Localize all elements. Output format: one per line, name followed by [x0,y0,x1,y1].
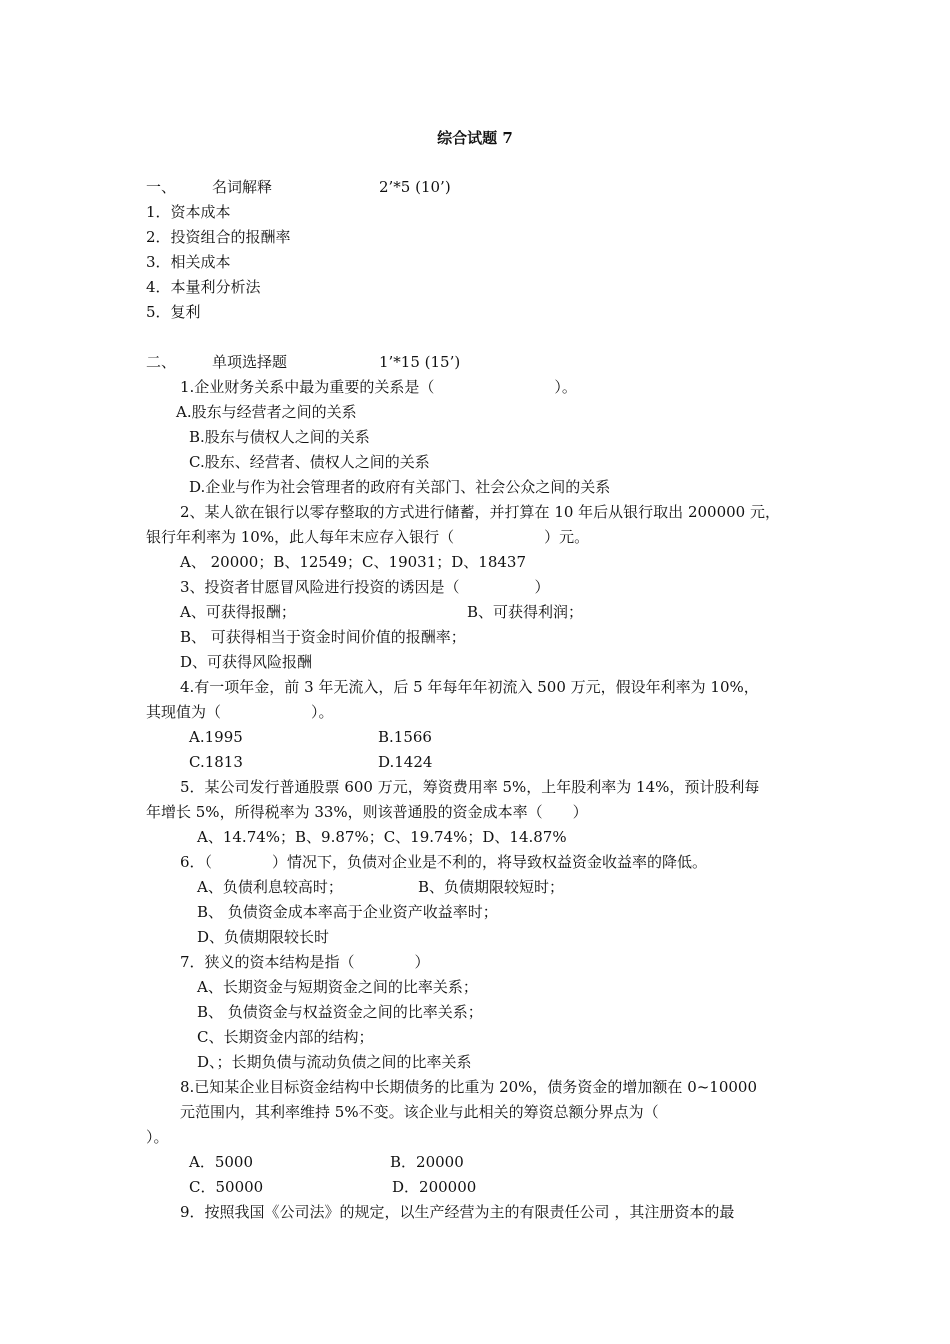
option-a: A.股东与经营者之间的关系 [176,403,357,421]
term-item: 4．本量利分析法 [146,278,261,296]
option-b: B.1566 [378,728,432,746]
options-line: A、 20000；B、12549；C、19031；D、18437 [180,553,526,571]
question-stem: 8.已知某企业目标资金结构中长期债务的比重为 20%，债务资金的增加额在 0~10000 [180,1078,758,1096]
question-stem: 9．按照我国《公司法》的规定，以生产经营为主的有限责任公司 ，其注册资本的最 [180,1203,735,1221]
option-a: A.1995 [189,728,243,746]
section1-name: 名词解释 [212,178,273,196]
question-stem-cont: 元范围内，其利率维持 5%不变。该企业与此相关的筹资总额分界点为（ [180,1103,659,1121]
question-stem: 3、投资者甘愿冒风险进行投资的诱因是（ ） [180,578,550,596]
question-stem: 5．某公司发行普通股票 600 万元，筹资费用率 5%，上年股利率为 14%，预计股利每 [180,778,760,796]
option-a: A．5000 [189,1153,254,1171]
term-item: 2．投资组合的报酬率 [146,228,291,246]
question-stem-cont: 其现值为（ ）。 [146,703,334,721]
option-a: A、可获得报酬； [180,603,296,621]
option-b: B、可获得利润； [467,603,584,621]
option-b: B、负债期限较短时； [418,878,565,896]
section2-name: 单项选择题 [212,353,288,371]
option-b: B、 负债资金与权益资金之间的比率关系； [197,1003,483,1021]
option-b: B.股东与债权人之间的关系 [189,428,370,446]
page-title: 综合试题 7 [437,129,513,147]
option-c: B、 负债资金成本率高于企业资产收益率时； [197,903,498,921]
option-d: D、可获得风险报酬 [180,653,313,671]
question-stem: 6．（ ）情况下，负债对企业是不利的，将导致权益资金收益率的降低。 [180,853,708,871]
option-c: C.1813 [189,753,243,771]
question-stem: 2、某人欲在银行以零存整取的方式进行储蓄，并打算在 10 年后从银行取出 200000 元， [180,503,780,521]
option-a: A、负债利息较高时； [197,878,343,896]
section1-score: 2’*5 (10’) [379,178,451,196]
question-stem-end: ）。 [146,1128,169,1146]
option-c: C、长期资金内部的结构； [197,1028,374,1046]
term-item: 5．复利 [146,303,201,321]
option-c: C.股东、经营者、债权人之间的关系 [189,453,430,471]
option-c: C．50000 [189,1178,264,1196]
option-d: D、；长期负债与流动负债之间的比率关系 [197,1053,472,1071]
question-stem: 7．狭义的资本结构是指（ ） [180,953,430,971]
option-b: B．20000 [390,1153,464,1171]
question-stem: 1.企业财务关系中最为重要的关系是（ ）。 [180,378,577,396]
question-stem: 4.有一项年金，前 3 年无流入，后 5 年每年年初流入 500 万元，假设年利率为 10%， [180,678,759,696]
option-a: A、长期资金与短期资金之间的比率关系； [197,978,478,996]
section2-number: 二、 [146,353,177,371]
options-line: A、14.74%；B、9.87%；C、19.74%；D、14.87% [197,828,567,846]
option-d: D、负债期限较长时 [197,928,330,946]
option-d: D．200000 [392,1178,477,1196]
question-stem-cont: 年增长 5%，所得税率为 33%，则该普通股的资金成本率（ ） [146,803,588,821]
section2-score: 1’*15 (15’) [379,353,461,371]
option-d: D.1424 [378,753,433,771]
question-stem-cont: 银行年利率为 10%，此人每年末应存入银行（ ）元。 [146,528,590,546]
option-c: B、 可获得相当于资金时间价值的报酬率； [180,628,466,646]
term-item: 3．相关成本 [146,253,231,271]
term-item: 1．资本成本 [146,203,231,221]
option-d: D.企业与作为社会管理者的政府有关部门、社会公众之间的关系 [189,478,611,496]
section1-number: 一、 [146,178,177,196]
